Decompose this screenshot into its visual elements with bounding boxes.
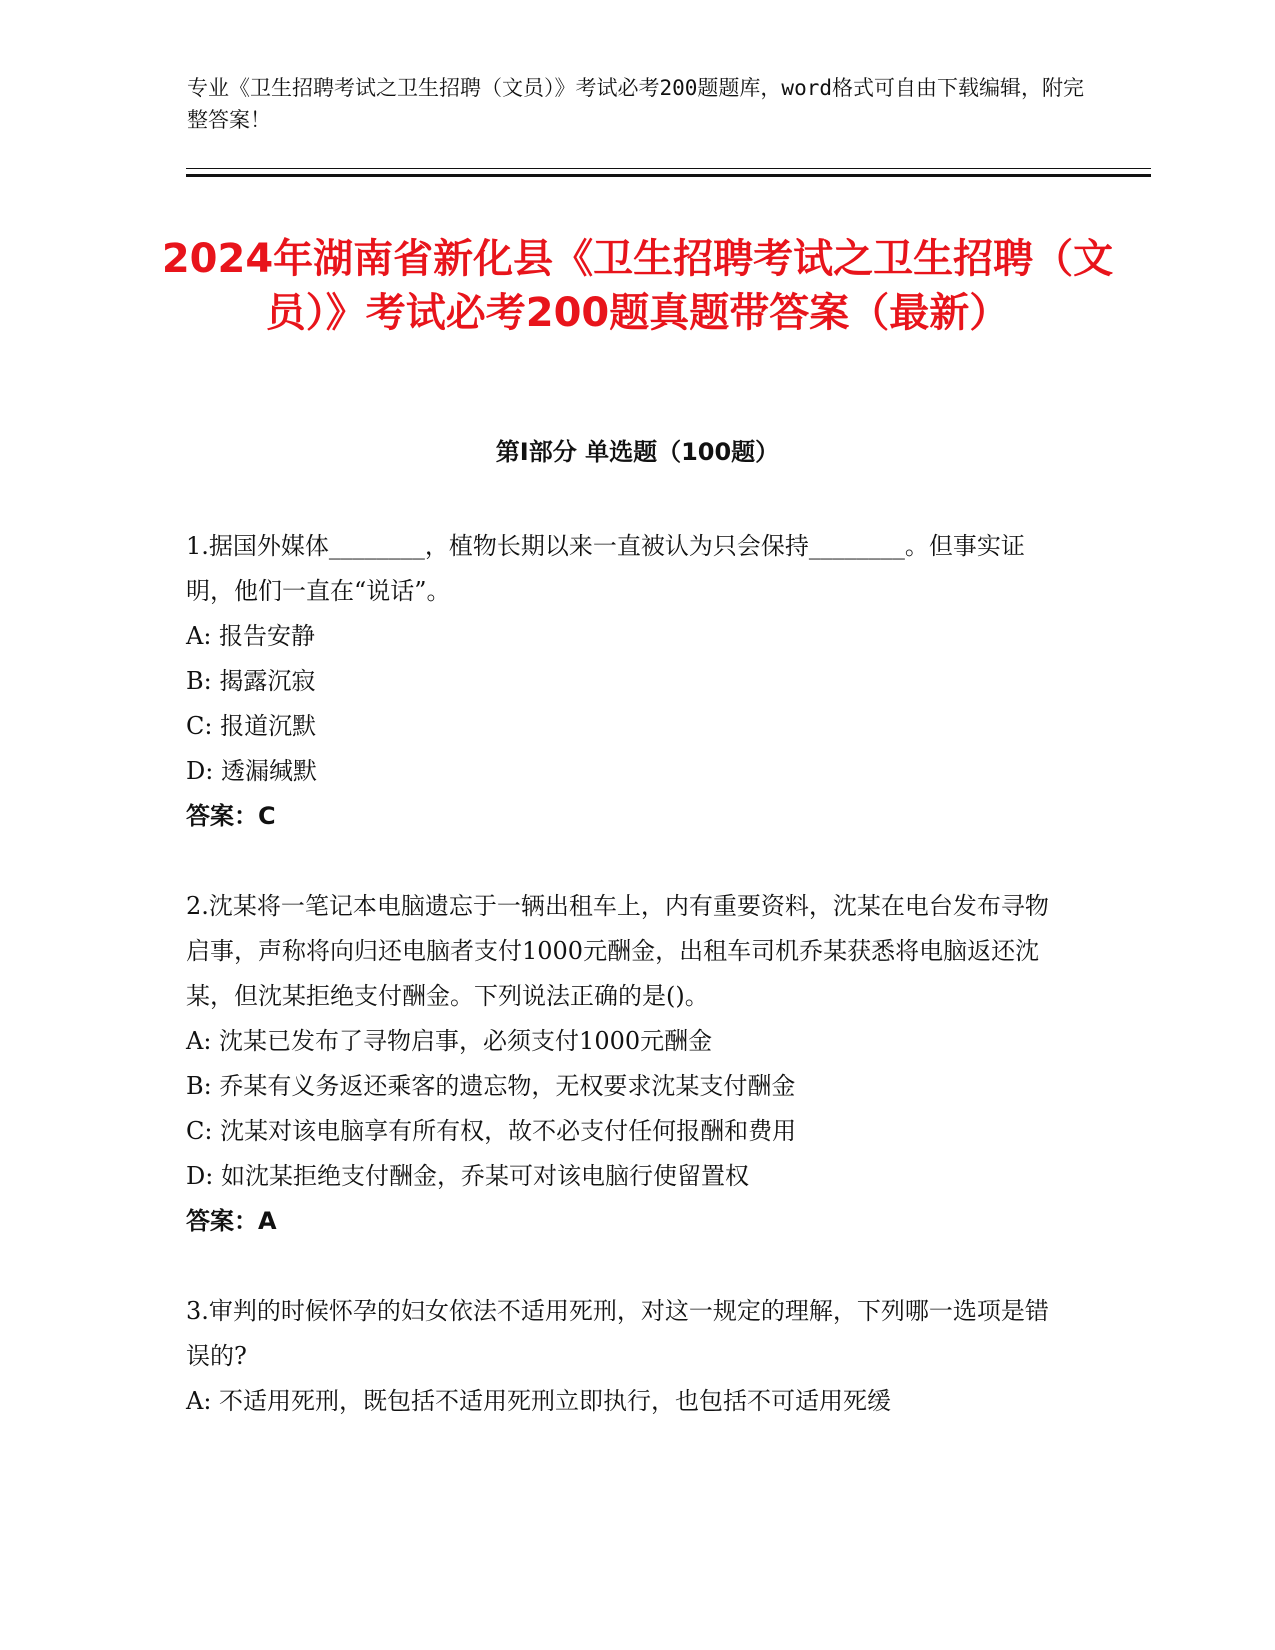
- question-3: [186, 1289, 1066, 1424]
- option-a: A: 报告安静: [186, 622, 316, 650]
- document-title: 2024年湖南省新化县《卫生招聘考试之卫生招聘（文员）》考试必考200题真题带答案（最新）: [161, 236, 1114, 336]
- option-b: B: 乔某有义务返还乘客的遗忘物，无权要求沈某支付酬金: [186, 1072, 796, 1100]
- question-list: [186, 524, 1066, 1469]
- section-heading: 第I部分 单选题（100题）: [495, 438, 780, 466]
- option-c: C: 报道沉默: [186, 712, 317, 740]
- question-1: [186, 524, 1066, 839]
- question-stem: 2.沈某将一笔记本电脑遗忘于一辆出租车上，内有重要资料，沈某在电台发布寻物启事，声称将向归还电脑者支付1000元酬金，出租车司机乔某获悉将电脑返还沈某，但沈某拒绝支付酬金。下列说法正确的是()。: [186, 892, 1049, 1010]
- option-c: C: 沈某对该电脑享有所有权，故不必支付任何报酬和费用: [186, 1117, 797, 1145]
- option-a: A: 不适用死刑，既包括不适用死刑立即执行，也包括不可适用死缓: [186, 1387, 892, 1415]
- answer-line: 答案：A: [186, 1207, 277, 1235]
- option-d: D: 透漏缄默: [186, 757, 317, 785]
- header-note: 专业《卫生招聘考试之卫生招聘（文员）》考试必考200题题库，word格式可自由下载编辑，附完整答案！: [187, 76, 1084, 132]
- header-rule-thin: [186, 168, 1151, 169]
- question-stem: 3.审判的时候怀孕的妇女依法不适用死刑，对这一规定的理解，下列哪一选项是错误的?: [186, 1297, 1049, 1370]
- option-d: D: 如沈某拒绝支付酬金，乔某可对该电脑行使留置权: [186, 1162, 749, 1190]
- question-stem: 1.据国外媒体________，植物长期以来一直被认为只会保持________。但事实证明，他们一直在“说话”。: [186, 532, 1025, 605]
- answer-line: 答案：C: [186, 802, 276, 830]
- option-b: B: 揭露沉寂: [186, 667, 316, 695]
- question-2: [186, 884, 1066, 1244]
- header-rule-thick: [186, 174, 1151, 177]
- option-a: A: 沈某已发布了寻物启事，必须支付1000元酬金: [186, 1027, 713, 1055]
